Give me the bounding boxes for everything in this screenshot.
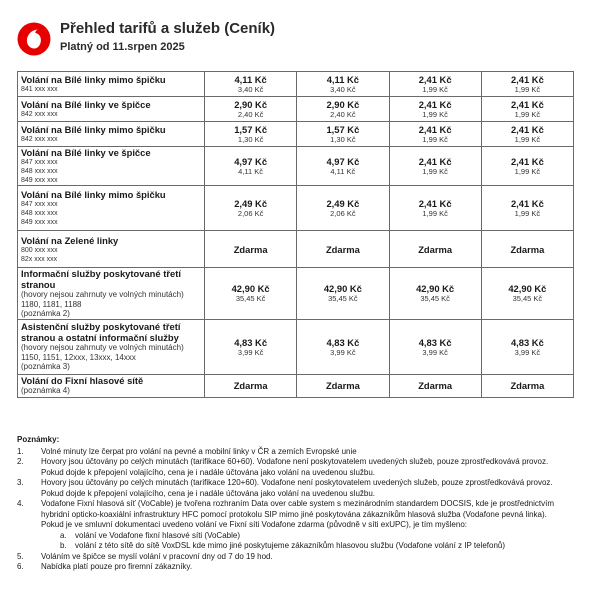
price-cell: [481, 231, 573, 268]
price-with-vat: Zdarma: [510, 380, 545, 391]
notes-section: [17, 435, 582, 573]
price-cell: [205, 122, 297, 147]
header: [12, 16, 572, 60]
price-cell: [481, 268, 573, 320]
price-cell: [481, 122, 573, 147]
note-line: [17, 457, 582, 468]
row-label-cell: [18, 72, 205, 97]
price-with-vat: 4,83 Kč: [510, 336, 544, 348]
price-cell: [297, 97, 389, 122]
note-number: 5.: [17, 551, 24, 561]
row-service-name: Volání do Fixní hlasové sítě: [21, 375, 144, 387]
note-subitem-text: volání ve Vodafone fixní hlasové síti (VoCable): [75, 530, 240, 540]
vodafone-logo-icon: [17, 22, 51, 56]
price-cell: [481, 147, 573, 186]
price-cell: [297, 319, 389, 374]
price-cell: [389, 147, 481, 186]
row-note: (poznámka 2): [21, 309, 70, 318]
row-note: (poznámka 4): [21, 386, 70, 396]
price-without-vat: 2,06 Kč: [237, 209, 264, 218]
price-without-vat: 2,40 Kč: [237, 110, 264, 119]
note-text: Voláním ve špičce se myslí volání v pracovní dny od 7 do 19 hod.: [41, 551, 273, 561]
price-cell: [297, 72, 389, 97]
price-without-vat: 4,11 Kč: [238, 167, 264, 176]
note-line: [17, 447, 582, 458]
price-with-vat: Zdarma: [325, 243, 360, 255]
note-text: Pokud je ve smluvní dokumentaci uvedeno volání ve Fixní síti Vodafone zdarma (původně v síti exUPC), je tím myšleno:: [41, 520, 467, 529]
note-line: [17, 552, 582, 563]
note-number: 2.: [17, 457, 24, 466]
row-service-name: Volání na Bílé linky ve špičce: [21, 147, 151, 158]
table-row: [18, 147, 574, 186]
row-number-range: 848 xxx xxx: [21, 168, 58, 175]
price-with-vat: 2,41 Kč: [510, 156, 544, 167]
price-without-vat: 3,40 Kč: [237, 85, 264, 94]
price-without-vat: 1,99 Kč: [422, 209, 448, 218]
price-with-vat: 2,41 Kč: [418, 156, 452, 167]
price-without-vat: 3,99 Kč: [237, 347, 264, 357]
table-row: [18, 72, 574, 97]
price-cell: [481, 97, 573, 122]
price-without-vat: 1,99 Kč: [422, 110, 448, 119]
price-cell: [205, 97, 297, 122]
row-number-range: 848 xxx xxx: [21, 210, 58, 217]
price-with-vat: 2,41 Kč: [510, 74, 544, 85]
price-with-vat: 2,41 Kč: [510, 124, 544, 135]
table-row: [18, 122, 574, 147]
price-cell: [297, 268, 389, 320]
price-without-vat: 35,45 Kč: [328, 294, 358, 304]
row-label-cell: [18, 97, 205, 122]
price-without-vat: 4,11 Kč: [330, 167, 356, 176]
row-label-cell: [18, 186, 205, 231]
price-without-vat: 1,99 Kč: [514, 110, 541, 119]
row-service-name: Volání na Bílé linky mimo špičku: [21, 189, 166, 200]
price-cell: [389, 72, 481, 97]
page-subtitle: Platný od 11.srpen 2025: [60, 41, 185, 53]
price-with-vat: Zdarma: [233, 380, 268, 391]
row-number-range: 842 xxx xxx: [21, 111, 58, 118]
price-cell: [297, 147, 389, 186]
table-row: [18, 97, 574, 122]
row-service-name: Volání na Bílé linky mimo špičku: [21, 124, 166, 135]
price-without-vat: 1,30 Kč: [237, 135, 264, 144]
price-without-vat: 1,99 Kč: [514, 85, 541, 94]
price-without-vat: 35,45 Kč: [235, 294, 266, 304]
price-cell: [481, 186, 573, 231]
note-line: [17, 468, 582, 479]
row-number-range: 849 xxx xxx: [21, 177, 58, 184]
note-line: [17, 562, 582, 573]
row-service-name: Asistenční služby poskytované třetí stranou a ostatní informační služby: [21, 321, 181, 344]
row-number-range: 82x xxx xxx: [21, 255, 58, 263]
price-without-vat: 3,99 Kč: [330, 347, 356, 357]
price-without-vat: 3,40 Kč: [330, 85, 356, 94]
note-subitem-text: volání z této sítě do sítě VoxDSL kde mimo jiné poskytujeme zákazníkům hlasovou službu (Vodafone volání z IP telefonů): [75, 541, 506, 550]
note-subitem: [17, 531, 582, 542]
price-with-vat: Zdarma: [233, 243, 268, 255]
row-note: (poznámka 3): [21, 362, 70, 372]
row-service-name: Volání na Bílé linky mimo špičku: [21, 74, 166, 85]
price-cell: [297, 186, 389, 231]
table-row: [18, 186, 574, 231]
row-number-range: 842 xxx xxx: [21, 136, 58, 143]
price-without-vat: 3,99 Kč: [514, 347, 541, 357]
table-row: [18, 374, 574, 397]
price-without-vat: 1,99 Kč: [514, 167, 541, 176]
page-title: Přehled tarifů a služeb (Ceník): [60, 20, 276, 37]
price-cell: [297, 231, 389, 268]
row-number-range: 849 xxx xxx: [21, 219, 58, 226]
row-label-cell: [18, 122, 205, 147]
note-number: 6.: [17, 562, 24, 571]
row-service-name: Volání na Zelené linky: [21, 234, 119, 246]
price-with-vat: Zdarma: [510, 243, 545, 255]
price-cell: [205, 268, 297, 320]
note-text: Hovory jsou účtovány po celých minutách (tarifikace 60+60). Vodafone není poskytovatelem uvedených služeb, pouze zprostředkovává provoz.: [41, 457, 549, 466]
note-text: Volné minuty lze čerpat pro volání na pevné a mobilní linky v ČR a zemích Evropské unie: [41, 446, 357, 456]
row-label-cell: [18, 268, 205, 320]
price-with-vat: 42,90 Kč: [231, 283, 270, 295]
price-without-vat: 1,99 Kč: [514, 135, 541, 144]
note-text: Pokud dojde k přepojení volajícího, cena je i nadále účtována jako volání na uvedenou službu.: [41, 488, 376, 498]
price-cell: [389, 122, 481, 147]
note-line: [17, 520, 582, 531]
price-cell: [389, 186, 481, 231]
row-label-cell: [18, 231, 205, 268]
price-cell: [481, 72, 573, 97]
price-with-vat: 4,11 Kč: [326, 74, 360, 85]
price-cell: [297, 122, 389, 147]
price-cell: [205, 186, 297, 231]
price-cell: [297, 374, 389, 397]
tariff-table: [17, 71, 574, 398]
price-with-vat: 2,90 Kč: [326, 99, 360, 110]
price-with-vat: Zdarma: [418, 380, 453, 391]
table-row: [18, 319, 574, 374]
price-with-vat: 2,41 Kč: [418, 99, 452, 110]
row-label-cell: [18, 319, 205, 374]
price-with-vat: 2,41 Kč: [418, 124, 452, 135]
price-cell: [481, 374, 573, 397]
row-service-name: Volání na Bílé linky ve špičce: [21, 99, 151, 110]
price-with-vat: 42,90 Kč: [508, 283, 547, 295]
price-with-vat: 2,49 Kč: [326, 198, 360, 209]
row-number-range: 847 xxx xxx: [21, 201, 58, 208]
price-with-vat: 4,83 Kč: [418, 336, 452, 348]
price-without-vat: 2,06 Kč: [330, 209, 356, 218]
price-cell: [389, 319, 481, 374]
price-cell: [205, 72, 297, 97]
price-with-vat: 4,97 Kč: [234, 156, 268, 167]
price-with-vat: 2,90 Kč: [234, 99, 268, 110]
row-note: 1150, 1151, 12xxx, 13xxx, 14xxx: [21, 352, 136, 362]
price-with-vat: 4,97 Kč: [326, 156, 360, 167]
note-text: Nabídka platí pouze pro firemní zákazníky.: [41, 562, 193, 571]
note-number: 3.: [17, 478, 24, 487]
note-line: [17, 499, 582, 510]
price-without-vat: 1,99 Kč: [422, 167, 448, 176]
price-with-vat: 2,49 Kč: [234, 198, 268, 209]
price-without-vat: 1,99 Kč: [514, 209, 541, 218]
price-without-vat: 35,45 Kč: [512, 294, 543, 304]
price-with-vat: 4,83 Kč: [326, 336, 360, 348]
price-with-vat: 2,41 Kč: [510, 198, 544, 209]
table-row: [18, 231, 574, 268]
price-cell: [481, 319, 573, 374]
note-number: 4.: [17, 499, 24, 508]
notes-title: Poznámky:: [17, 435, 60, 444]
price-cell: [205, 374, 297, 397]
price-cell: [205, 147, 297, 186]
price-with-vat: 1,57 Kč: [234, 124, 268, 135]
row-number-range: 841 xxx xxx: [21, 86, 58, 93]
note-line: [17, 510, 582, 521]
price-without-vat: 35,45 Kč: [420, 294, 450, 304]
price-cell: [389, 268, 481, 320]
row-number-range: 847 xxx xxx: [21, 159, 58, 166]
note-text: Pokud dojde k přepojení volajícího, cena je i nadále účtována jako volání na uvedenou službu.: [41, 467, 376, 477]
table-row: [18, 268, 574, 320]
price-without-vat: 1,99 Kč: [422, 85, 448, 94]
row-service-name: Informační služby poskytované třetí stranou: [21, 268, 181, 290]
price-with-vat: 4,83 Kč: [234, 336, 268, 348]
price-cell: [205, 319, 297, 374]
price-without-vat: 1,99 Kč: [422, 135, 448, 144]
row-label-cell: [18, 374, 205, 397]
price-with-vat: Zdarma: [418, 243, 453, 255]
price-with-vat: 42,90 Kč: [416, 283, 455, 295]
note-line: [17, 489, 582, 500]
price-without-vat: 2,40 Kč: [330, 110, 356, 119]
row-note: (hovory nejsou zahrnuty ve volných minutách): [21, 343, 184, 353]
note-subitem-letter: a.: [60, 530, 67, 540]
price-with-vat: 1,57 Kč: [326, 124, 360, 135]
price-with-vat: 2,41 Kč: [418, 198, 452, 209]
row-note: 1180, 1181, 1188: [21, 299, 82, 309]
note-subitem-letter: b.: [60, 541, 67, 550]
row-number-range: 800 xxx xxx: [21, 246, 58, 254]
note-number: 1.: [17, 446, 24, 456]
price-cell: [205, 231, 297, 268]
note-line: [17, 478, 582, 489]
price-cell: [389, 374, 481, 397]
row-label-cell: [18, 147, 205, 186]
price-with-vat: 4,11 Kč: [234, 74, 267, 85]
note-text: Vodafone Fixní hlasová síť (VoCable) je tvořena rozhraním Data over cable system s mezinárodním standardem DOCSIS, kde je prostřednictvím: [41, 499, 555, 508]
notes-list: [17, 447, 582, 573]
price-with-vat: 2,41 Kč: [418, 74, 452, 85]
price-without-vat: 1,30 Kč: [330, 135, 356, 144]
note-text: Hovory jsou účtovány po celých minutách (tarifikace 120+60). Vodafone není poskytovatelem uvedených služeb, pouze zprostředkovává provoz.: [41, 478, 553, 487]
price-with-vat: 42,90 Kč: [323, 283, 362, 295]
price-with-vat: 2,41 Kč: [510, 99, 544, 110]
note-subitem: [17, 541, 582, 552]
row-note: (hovory nejsou zahrnuty ve volných minutách): [21, 290, 184, 299]
price-without-vat: 3,99 Kč: [422, 347, 448, 357]
price-cell: [389, 97, 481, 122]
note-text: hybridní opticko-koaxiální infrastruktury HFC pomocí protokolu SIP mimo jiné poskytována zákazníkům hlasová služba (Vodafone pevná linka).: [41, 509, 547, 519]
price-with-vat: Zdarma: [325, 380, 360, 391]
price-cell: [389, 231, 481, 268]
